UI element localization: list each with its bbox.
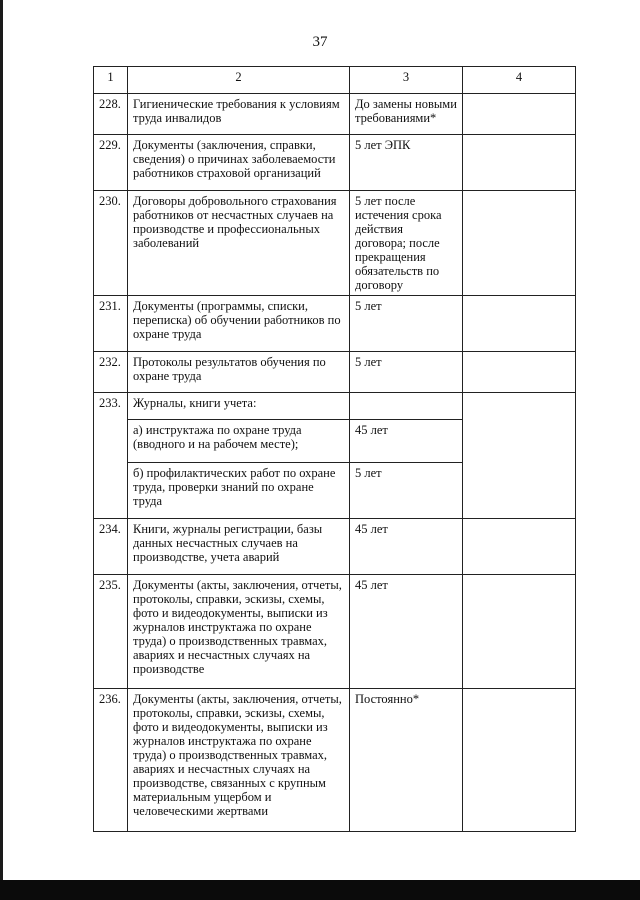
row-retention-term: 45 лет bbox=[350, 519, 463, 575]
row-retention-term: 45 лет bbox=[350, 420, 463, 463]
row-document: Книги, журналы регистрации, базы данных несчастных случаев на производстве, учета аварий bbox=[128, 519, 350, 575]
row-document: Документы (акты, заключения, отчеты, протоколы, справки, эскизы, схемы, фото и видеодокументы, выписки из журналов инструктажа по охране труда) о производственных травмах, авариях и несчастных случаях на производстве bbox=[128, 575, 350, 689]
table-row-234 bbox=[94, 519, 576, 575]
row-retention-term: 5 лет bbox=[350, 352, 463, 393]
row-document: Протоколы результатов обучения по охране труда bbox=[128, 352, 350, 393]
header-col-4: 4 bbox=[463, 67, 576, 94]
row-retention-term bbox=[350, 393, 463, 420]
row-number: 230. bbox=[94, 191, 128, 296]
row-retention-term: Постоянно* bbox=[350, 689, 463, 832]
scan-edge-left bbox=[0, 0, 3, 900]
records-table bbox=[93, 66, 576, 832]
row-document: Договоры добровольного страхования работников от несчастных случаев на производстве и профессиональных заболеваний bbox=[128, 191, 350, 296]
row-document: Документы (программы, списки, переписка) об обучении работников по охране труда bbox=[128, 296, 350, 352]
row-note bbox=[463, 689, 576, 832]
row-document: Документы (заключения, справки, сведения) о причинах заболеваемости работников страховой организаций bbox=[128, 135, 350, 191]
table-row-232 bbox=[94, 352, 576, 393]
row-document: а) инструктажа по охране труда (вводного и на рабочем месте); bbox=[128, 420, 350, 463]
row-number: 232. bbox=[94, 352, 128, 393]
table-row-233 bbox=[94, 393, 576, 420]
header-col-1: 1 bbox=[94, 67, 128, 94]
row-number: 228. bbox=[94, 94, 128, 135]
row-document: Документы (акты, заключения, отчеты, протоколы, справки, эскизы, схемы, фото и видеодокументы, выписки из журналов инструктажа по охране труда) о производственных травмах, авариях и несчастных случаях на производстве, связанных с крупным материальным ущербом и человеческими жертвами bbox=[128, 689, 350, 832]
table-header-row bbox=[94, 67, 576, 94]
row-note bbox=[463, 393, 576, 519]
row-retention-term: 5 лет bbox=[350, 296, 463, 352]
row-document: Журналы, книги учета: bbox=[128, 393, 350, 420]
row-note bbox=[463, 352, 576, 393]
table-row-230 bbox=[94, 191, 576, 296]
row-note bbox=[463, 135, 576, 191]
row-retention-term: 5 лет ЭПК bbox=[350, 135, 463, 191]
row-number: 229. bbox=[94, 135, 128, 191]
row-retention-term: 5 лет после истечения срока действия договора; после прекращения обязательств по договору bbox=[350, 191, 463, 296]
row-number: 233. bbox=[94, 393, 128, 519]
table-row-228 bbox=[94, 94, 576, 135]
page-number: 37 bbox=[312, 34, 328, 50]
row-document: Гигиенические требования к условиям труда инвалидов bbox=[128, 94, 350, 135]
table-row-235 bbox=[94, 575, 576, 689]
row-number: 231. bbox=[94, 296, 128, 352]
row-note bbox=[463, 296, 576, 352]
row-note bbox=[463, 94, 576, 135]
row-document: б) профилактических работ по охране труда, проверки знаний по охране труда bbox=[128, 463, 350, 519]
row-retention-term: 5 лет bbox=[350, 463, 463, 519]
table-row-236 bbox=[94, 689, 576, 832]
table-row-229 bbox=[94, 135, 576, 191]
table-row-231 bbox=[94, 296, 576, 352]
header-col-2: 2 bbox=[128, 67, 350, 94]
row-number: 234. bbox=[94, 519, 128, 575]
row-note bbox=[463, 191, 576, 296]
row-number: 235. bbox=[94, 575, 128, 689]
row-retention-term: 45 лет bbox=[350, 575, 463, 689]
scan-edge-bottom bbox=[0, 880, 640, 900]
row-note bbox=[463, 575, 576, 689]
row-number: 236. bbox=[94, 689, 128, 832]
row-note bbox=[463, 519, 576, 575]
row-retention-term: До замены новыми требованиями* bbox=[350, 94, 463, 135]
header-col-3: 3 bbox=[350, 67, 463, 94]
